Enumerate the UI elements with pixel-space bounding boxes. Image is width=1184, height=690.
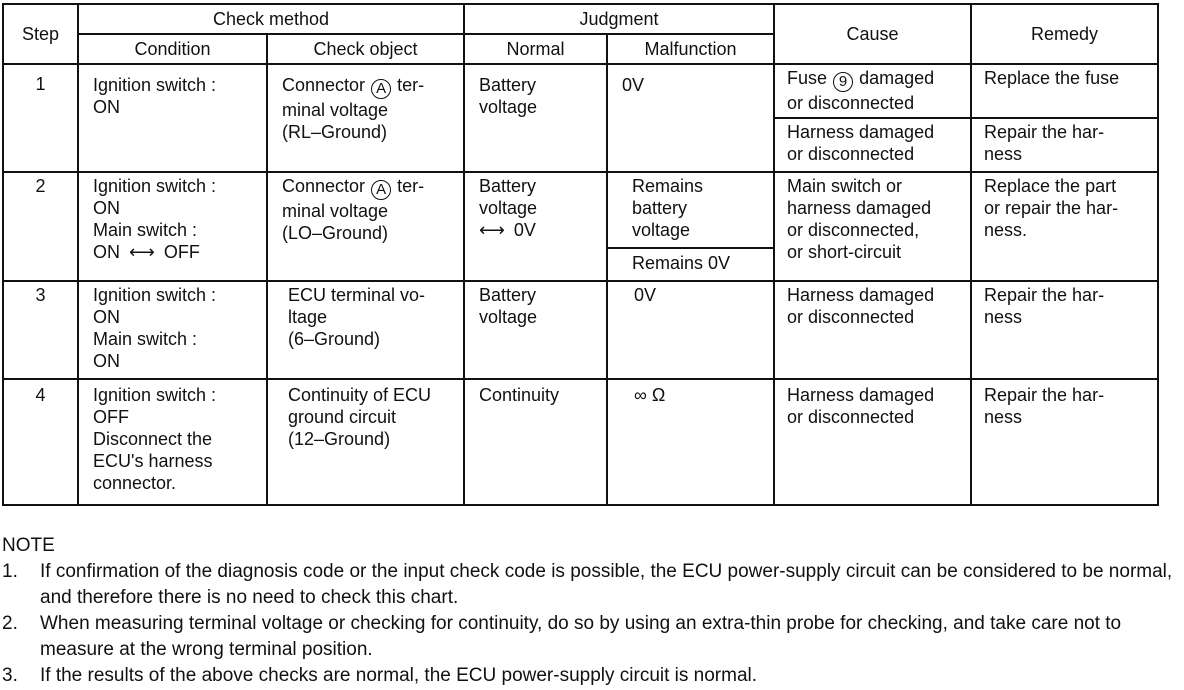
- normal-cell: [464, 379, 607, 505]
- cause-line: or disconnected,: [787, 220, 920, 240]
- check-object-text: Connector: [282, 75, 366, 95]
- fuse-9-circle-icon: 9: [833, 72, 853, 92]
- malfunction-cell: [607, 281, 774, 379]
- check-object-line: ground circuit: [288, 407, 397, 427]
- malfunction-cell: [607, 172, 774, 248]
- condition-text: OFF: [163, 242, 200, 262]
- check-object-line: [282, 175, 457, 200]
- check-object-line: [282, 74, 457, 99]
- step-number: 2: [3, 172, 78, 281]
- diagnosis-table: [2, 3, 1159, 506]
- cause-cell: [774, 379, 971, 505]
- condition-line: Disconnect the: [93, 429, 213, 449]
- header-step: Step: [3, 4, 78, 64]
- cause-line: harness damaged: [787, 198, 932, 218]
- note-number: 1.: [2, 561, 18, 582]
- normal-line: voltage: [479, 97, 538, 117]
- header-condition: Condition: [78, 34, 267, 64]
- cause-line: Harness damaged: [787, 122, 935, 142]
- remedy-line: ness: [984, 407, 1023, 427]
- cause-line: or disconnected: [787, 307, 915, 327]
- normal-line: Continuity: [479, 385, 560, 405]
- normal-cell: [464, 281, 607, 379]
- note-number: 2.: [2, 613, 18, 634]
- condition-line: Ignition switch :: [93, 285, 217, 305]
- malfunction-line: Remains 0V: [632, 253, 731, 273]
- normal-cell: [464, 64, 607, 172]
- condition-line: Ignition switch :: [93, 385, 217, 405]
- normal-line: voltage: [479, 307, 538, 327]
- remedy-line: Repair the har-: [984, 285, 1105, 305]
- check-object-text: Connector: [282, 176, 366, 196]
- condition-line: Main switch :: [93, 329, 198, 349]
- malfunction-line: 0V: [622, 75, 645, 95]
- header-cause: Cause: [774, 4, 971, 64]
- cause-cell: [774, 281, 971, 379]
- check-object-cell: [267, 379, 464, 505]
- cause-cell: [774, 118, 971, 172]
- normal-cell: [464, 172, 607, 281]
- cause-line: or short-circuit: [787, 242, 902, 262]
- cause-text: Fuse: [787, 68, 828, 88]
- cause-line: [787, 67, 964, 92]
- check-object-cell: [267, 64, 464, 172]
- normal-line: Battery: [479, 75, 537, 95]
- condition-line: ON: [93, 307, 120, 327]
- remedy-line: ness: [984, 144, 1023, 164]
- note-item: [2, 559, 1180, 611]
- table-row: [3, 172, 1158, 248]
- connector-a-circle-icon: A: [371, 180, 391, 200]
- condition-line: Main switch :: [93, 220, 198, 240]
- header-normal: Normal: [464, 34, 607, 64]
- normal-line: [479, 219, 600, 241]
- check-object-line: minal voltage: [282, 100, 389, 120]
- check-object-cell: [267, 281, 464, 379]
- check-object-line: (12–Ground): [288, 429, 391, 449]
- condition-line: [93, 241, 260, 263]
- condition-line: connector.: [93, 473, 177, 493]
- condition-line: ON: [93, 351, 120, 371]
- note-text: If confirmation of the diagnosis code or the input check code is possible, the ECU power-supply circuit can be considered to be normal, and therefore there is no need to check this chart.: [40, 561, 1173, 608]
- cause-cell: [774, 172, 971, 281]
- normal-line: Battery: [479, 176, 537, 196]
- notes-section: [2, 533, 1180, 689]
- condition-line: ON: [93, 97, 120, 117]
- normal-line: voltage: [479, 198, 538, 218]
- remedy-cell: [971, 172, 1158, 281]
- remedy-line: Replace the fuse: [984, 68, 1120, 88]
- check-object-line: minal voltage: [282, 201, 389, 221]
- malfunction-cell: [607, 248, 774, 281]
- malfunction-line: battery: [632, 198, 688, 218]
- cause-line: Main switch or: [787, 176, 903, 196]
- malfunction-line: voltage: [632, 220, 691, 240]
- check-object-cell: [267, 172, 464, 281]
- check-object-text: ter-: [397, 75, 425, 95]
- step-number: 3: [3, 281, 78, 379]
- double-arrow-icon: ⟷: [479, 220, 505, 240]
- cause-line: or disconnected: [787, 407, 915, 427]
- malfunction-cell: [607, 379, 774, 505]
- remedy-line: ness.: [984, 220, 1028, 240]
- malfunction-line: ∞ Ω: [634, 385, 666, 405]
- cause-text: damaged: [859, 68, 935, 88]
- remedy-line: Repair the har-: [984, 122, 1105, 142]
- check-object-line: (6–Ground): [288, 329, 381, 349]
- check-object-line: Continuity of ECU: [288, 385, 432, 405]
- normal-text: 0V: [513, 220, 536, 240]
- condition-line: Ignition switch :: [93, 75, 217, 95]
- malfunction-cell: [607, 64, 774, 172]
- remedy-line: ness: [984, 307, 1023, 327]
- cause-cell: [774, 64, 971, 118]
- remedy-line: or repair the har-: [984, 198, 1119, 218]
- remedy-line: Repair the har-: [984, 385, 1105, 405]
- condition-text: ON: [93, 242, 120, 262]
- condition-cell: [78, 172, 267, 281]
- malfunction-line: 0V: [634, 285, 657, 305]
- check-object-line: ltage: [288, 307, 328, 327]
- condition-cell: [78, 64, 267, 172]
- condition-cell: [78, 379, 267, 505]
- note-item: [2, 611, 1180, 663]
- malfunction-line: Remains: [632, 176, 704, 196]
- cause-line: or disconnected: [787, 144, 915, 164]
- remedy-cell: [971, 281, 1158, 379]
- condition-line: ECU's harness: [93, 451, 213, 471]
- notes-title: NOTE: [2, 535, 55, 556]
- condition-line: OFF: [93, 407, 129, 427]
- note-item: [2, 663, 1180, 689]
- check-object-line: ECU terminal vo-: [288, 285, 426, 305]
- connector-a-circle-icon: A: [371, 79, 391, 99]
- header-remedy: Remedy: [971, 4, 1158, 64]
- note-text: When measuring terminal voltage or checking for continuity, do so by using an extra-thin probe for checking, and take care not to measure at the wrong terminal position.: [40, 613, 1122, 660]
- header-malfunction: Malfunction: [607, 34, 774, 64]
- header-judgment: Judgment: [464, 4, 774, 34]
- cause-line: or disconnected: [787, 93, 915, 113]
- condition-cell: [78, 281, 267, 379]
- check-object-line: (LO–Ground): [282, 223, 389, 243]
- header-check-method: Check method: [78, 4, 464, 34]
- remedy-cell: [971, 118, 1158, 172]
- remedy-cell: [971, 64, 1158, 118]
- cause-line: Harness damaged: [787, 385, 935, 405]
- table-row: [3, 281, 1158, 379]
- condition-line: Ignition switch :: [93, 176, 217, 196]
- step-number: 4: [3, 379, 78, 505]
- check-object-line: (RL–Ground): [282, 122, 388, 142]
- table-row: [3, 64, 1158, 118]
- note-text: If the results of the above checks are normal, the ECU power-supply circuit is normal.: [40, 665, 758, 686]
- header-check-object: Check object: [267, 34, 464, 64]
- condition-line: ON: [93, 198, 120, 218]
- cause-line: Harness damaged: [787, 285, 935, 305]
- check-object-text: ter-: [397, 176, 425, 196]
- double-arrow-icon: ⟷: [129, 242, 155, 262]
- normal-line: Battery: [479, 285, 537, 305]
- step-number: 1: [3, 64, 78, 172]
- remedy-line: Replace the part: [984, 176, 1117, 196]
- note-number: 3.: [2, 665, 18, 686]
- table-row: [3, 379, 1158, 505]
- remedy-cell: [971, 379, 1158, 505]
